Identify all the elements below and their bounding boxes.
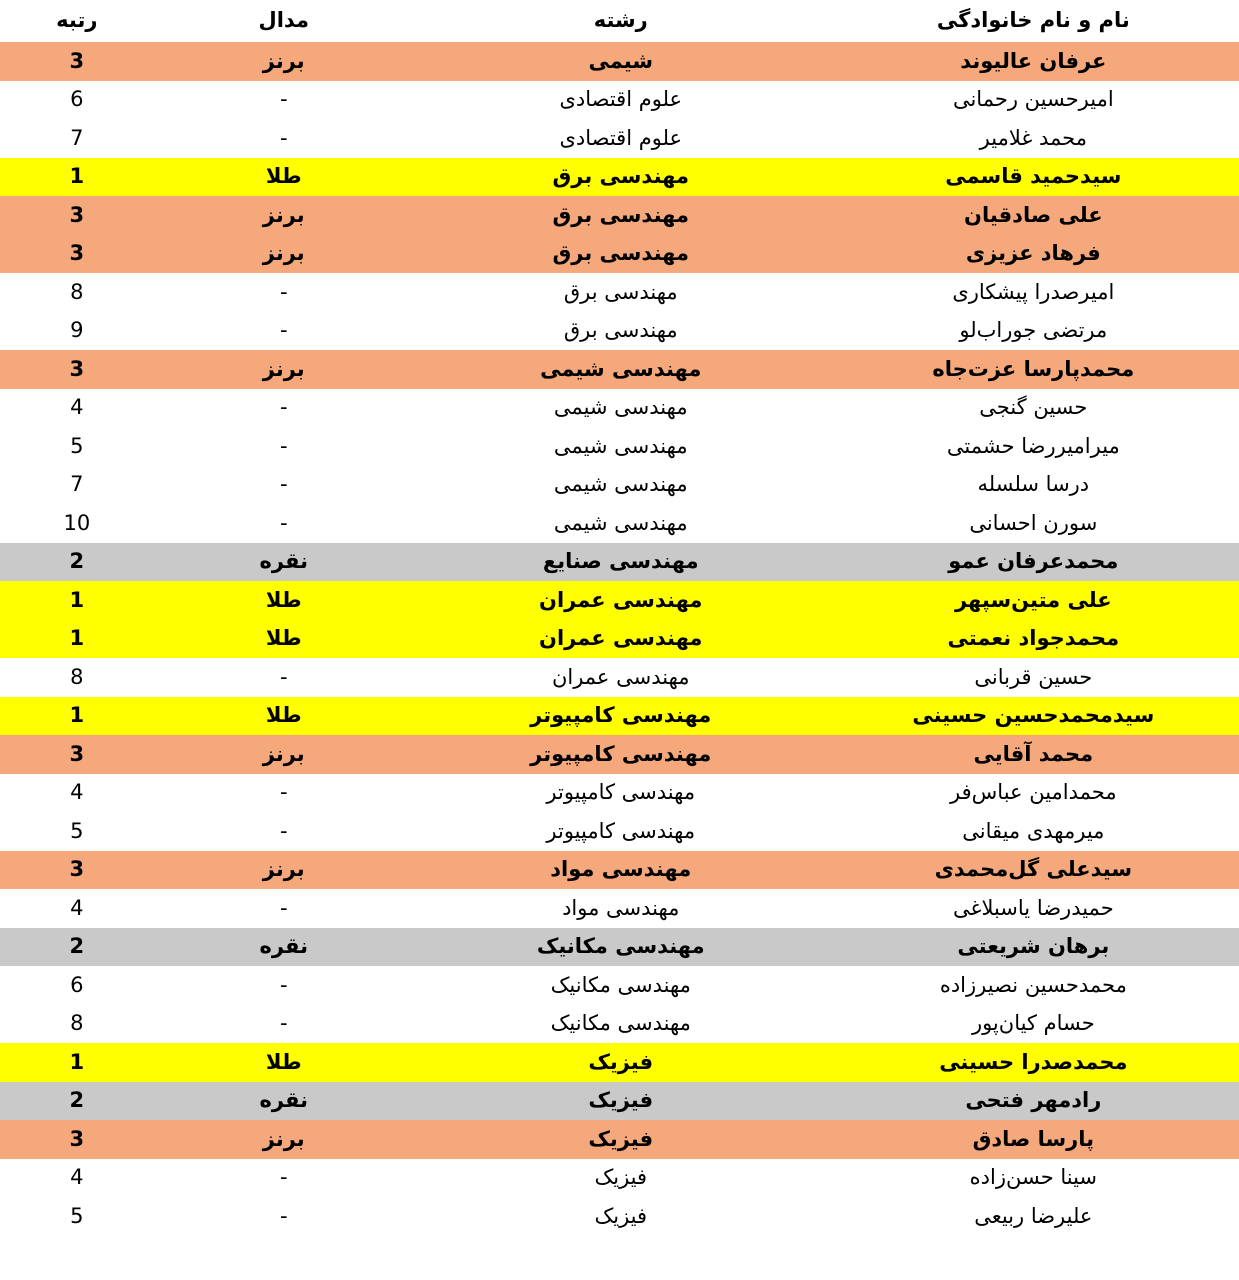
cell-name: حسین قربانی — [828, 658, 1239, 697]
cell-rank: 3 — [0, 350, 154, 389]
cell-name: عرفان عالیوند — [828, 42, 1239, 81]
cell-medal: طلا — [154, 1043, 414, 1082]
table-row — [0, 81, 1239, 120]
cell-rank: 1 — [0, 581, 154, 620]
cell-rank: 1 — [0, 1043, 154, 1082]
cell-rank: 7 — [0, 119, 154, 158]
cell-name: درسا سلسله — [828, 466, 1239, 505]
cell-name: محمدصدرا حسینی — [828, 1043, 1239, 1082]
cell-rank: 2 — [0, 1082, 154, 1121]
cell-field: مهندسی برق — [414, 158, 828, 197]
cell-rank: 8 — [0, 1005, 154, 1044]
cell-field: علوم اقتصادی — [414, 81, 828, 120]
cell-name: مرتضی جوراب‌لو — [828, 312, 1239, 351]
cell-rank: 4 — [0, 1159, 154, 1198]
cell-name: حمیدرضا یاسبلاغی — [828, 889, 1239, 928]
cell-name: سیدمحمدحسین حسینی — [828, 697, 1239, 736]
cell-rank: 6 — [0, 81, 154, 120]
cell-field: مهندسی برق — [414, 235, 828, 274]
table-row — [0, 1082, 1239, 1121]
cell-rank: 3 — [0, 735, 154, 774]
table-row — [0, 350, 1239, 389]
cell-rank: 8 — [0, 273, 154, 312]
table-row — [0, 851, 1239, 890]
cell-rank: 4 — [0, 774, 154, 813]
cell-rank: 3 — [0, 851, 154, 890]
cell-medal: طلا — [154, 581, 414, 620]
cell-rank: 3 — [0, 196, 154, 235]
column-header-medal: مدال — [154, 0, 414, 42]
cell-medal: - — [154, 1197, 414, 1236]
cell-medal: - — [154, 273, 414, 312]
cell-medal: - — [154, 466, 414, 505]
cell-medal: - — [154, 427, 414, 466]
table-row — [0, 928, 1239, 967]
table-row — [0, 504, 1239, 543]
table-row — [0, 427, 1239, 466]
cell-field: مهندسی برق — [414, 312, 828, 351]
cell-rank: 8 — [0, 658, 154, 697]
cell-name: امیرحسین رحمانی — [828, 81, 1239, 120]
cell-rank: 5 — [0, 427, 154, 466]
cell-rank: 2 — [0, 928, 154, 967]
table-row — [0, 735, 1239, 774]
cell-medal: طلا — [154, 697, 414, 736]
cell-rank: 3 — [0, 42, 154, 81]
cell-field: مهندسی شیمی — [414, 466, 828, 505]
cell-name: سورن احسانی — [828, 504, 1239, 543]
table-body — [0, 42, 1239, 1236]
cell-rank: 10 — [0, 504, 154, 543]
cell-field: مهندسی برق — [414, 196, 828, 235]
cell-rank: 1 — [0, 697, 154, 736]
cell-medal: - — [154, 812, 414, 851]
cell-field: مهندسی صنایع — [414, 543, 828, 582]
column-header-name: نام و نام خانوادگی — [828, 0, 1239, 42]
cell-field: فیزیک — [414, 1197, 828, 1236]
cell-medal: برنز — [154, 350, 414, 389]
table-row — [0, 697, 1239, 736]
cell-medal: برنز — [154, 851, 414, 890]
table-row — [0, 620, 1239, 659]
cell-medal: - — [154, 658, 414, 697]
cell-medal: - — [154, 389, 414, 428]
cell-field: مهندسی کامپیوتر — [414, 697, 828, 736]
cell-field: مهندسی شیمی — [414, 350, 828, 389]
cell-medal: برنز — [154, 1120, 414, 1159]
cell-name: محمدجواد نعمتی — [828, 620, 1239, 659]
table-row — [0, 889, 1239, 928]
cell-name: محمدحسین نصیرزاده — [828, 966, 1239, 1005]
cell-name: سیدحمید قاسمی — [828, 158, 1239, 197]
cell-field: فیزیک — [414, 1082, 828, 1121]
cell-name: پارسا صادق — [828, 1120, 1239, 1159]
cell-field: مهندسی برق — [414, 273, 828, 312]
cell-field: فیزیک — [414, 1120, 828, 1159]
cell-field: مهندسی عمران — [414, 620, 828, 659]
cell-rank: 4 — [0, 389, 154, 428]
table-row — [0, 312, 1239, 351]
table-row — [0, 1005, 1239, 1044]
table-header-row — [0, 0, 1239, 42]
cell-rank: 4 — [0, 889, 154, 928]
table-row — [0, 196, 1239, 235]
cell-name: امیرصدرا پیشکاری — [828, 273, 1239, 312]
cell-medal: - — [154, 966, 414, 1005]
cell-name: علی متین‌سپهر — [828, 581, 1239, 620]
cell-field: مهندسی شیمی — [414, 389, 828, 428]
cell-name: حسین گنجی — [828, 389, 1239, 428]
table-row — [0, 812, 1239, 851]
cell-medal: - — [154, 81, 414, 120]
cell-field: مهندسی مکانیک — [414, 928, 828, 967]
table-row — [0, 1159, 1239, 1198]
cell-field: مهندسی کامپیوتر — [414, 812, 828, 851]
cell-field: فیزیک — [414, 1159, 828, 1198]
cell-name: محمدپارسا عزت‌جاه — [828, 350, 1239, 389]
cell-medal: برنز — [154, 235, 414, 274]
table-row — [0, 42, 1239, 81]
cell-name: حسام کیان‌پور — [828, 1005, 1239, 1044]
cell-medal: برنز — [154, 42, 414, 81]
cell-name: برهان شریعتی — [828, 928, 1239, 967]
cell-rank: 1 — [0, 620, 154, 659]
cell-field: مهندسی شیمی — [414, 504, 828, 543]
cell-rank: 6 — [0, 966, 154, 1005]
cell-medal: - — [154, 1005, 414, 1044]
cell-medal: نقره — [154, 1082, 414, 1121]
cell-rank: 5 — [0, 812, 154, 851]
cell-rank: 7 — [0, 466, 154, 505]
cell-name: میرمهدی میقانی — [828, 812, 1239, 851]
cell-field: مهندسی مواد — [414, 851, 828, 890]
cell-rank: 3 — [0, 1120, 154, 1159]
cell-field: مهندسی کامپیوتر — [414, 735, 828, 774]
cell-medal: - — [154, 504, 414, 543]
table-row — [0, 273, 1239, 312]
table-row — [0, 1043, 1239, 1082]
table-row — [0, 581, 1239, 620]
cell-name: علیرضا ربیعی — [828, 1197, 1239, 1236]
cell-field: مهندسی کامپیوتر — [414, 774, 828, 813]
cell-medal: - — [154, 312, 414, 351]
cell-medal: برنز — [154, 735, 414, 774]
cell-rank: 9 — [0, 312, 154, 351]
table-header — [0, 0, 1239, 42]
cell-name: محمد آقایی — [828, 735, 1239, 774]
cell-medal: - — [154, 774, 414, 813]
column-header-field: رشته — [414, 0, 828, 42]
cell-rank: 2 — [0, 543, 154, 582]
cell-medal: - — [154, 119, 414, 158]
cell-field: مهندسی عمران — [414, 581, 828, 620]
cell-medal: نقره — [154, 543, 414, 582]
table-row — [0, 389, 1239, 428]
table-row — [0, 1120, 1239, 1159]
cell-name: محمدامین عباس‌فر — [828, 774, 1239, 813]
cell-field: فیزیک — [414, 1043, 828, 1082]
cell-field: علوم اقتصادی — [414, 119, 828, 158]
table-row — [0, 235, 1239, 274]
column-header-rank: رتبه — [0, 0, 154, 42]
cell-field: مهندسی شیمی — [414, 427, 828, 466]
cell-rank: 1 — [0, 158, 154, 197]
cell-medal: برنز — [154, 196, 414, 235]
cell-field: مهندسی مکانیک — [414, 966, 828, 1005]
cell-rank: 5 — [0, 1197, 154, 1236]
table-row — [0, 658, 1239, 697]
cell-name: محمدعرفان عمو — [828, 543, 1239, 582]
cell-medal: - — [154, 889, 414, 928]
cell-field: مهندسی مواد — [414, 889, 828, 928]
table-row — [0, 158, 1239, 197]
cell-name: سیدعلی گل‌محمدی — [828, 851, 1239, 890]
cell-medal: طلا — [154, 620, 414, 659]
cell-medal: - — [154, 1159, 414, 1198]
cell-name: علی صادقیان — [828, 196, 1239, 235]
cell-medal: نقره — [154, 928, 414, 967]
table-row — [0, 119, 1239, 158]
cell-name: میرامیررضا حشمتی — [828, 427, 1239, 466]
table-row — [0, 774, 1239, 813]
cell-medal: طلا — [154, 158, 414, 197]
cell-name: محمد غلامیر — [828, 119, 1239, 158]
cell-field: شیمی — [414, 42, 828, 81]
cell-field: مهندسی عمران — [414, 658, 828, 697]
cell-name: سینا حسن‌زاده — [828, 1159, 1239, 1198]
table-row — [0, 1197, 1239, 1236]
table-row — [0, 543, 1239, 582]
cell-name: رادمهر فتحی — [828, 1082, 1239, 1121]
cell-rank: 3 — [0, 235, 154, 274]
table-row — [0, 466, 1239, 505]
cell-field: مهندسی مکانیک — [414, 1005, 828, 1044]
cell-name: فرهاد عزیزی — [828, 235, 1239, 274]
table-row — [0, 966, 1239, 1005]
